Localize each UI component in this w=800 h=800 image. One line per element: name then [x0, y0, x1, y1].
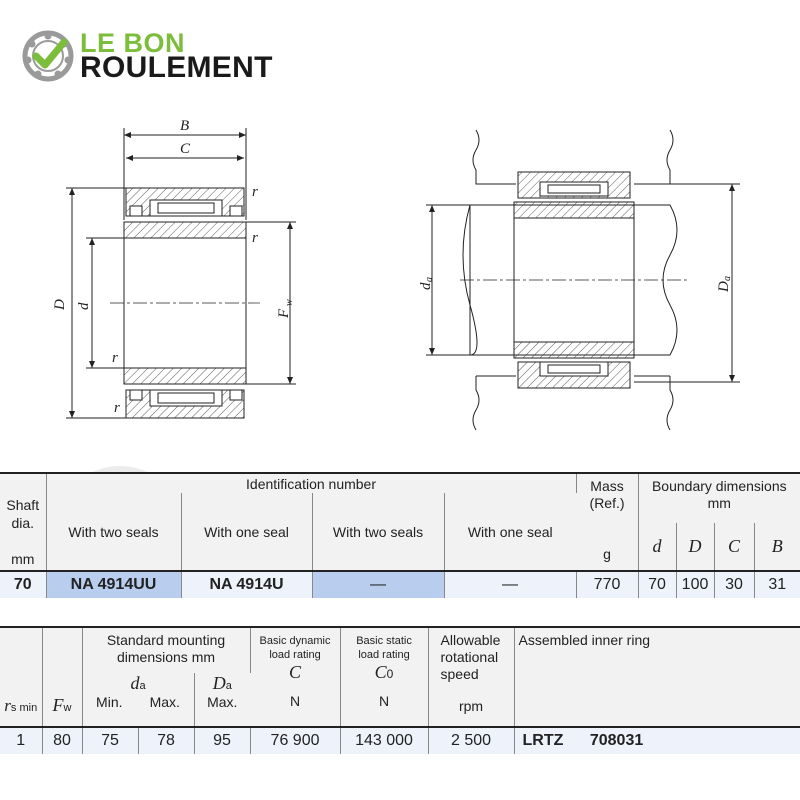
speed-line2: rotational [440, 649, 499, 665]
boundary-line2: mm [707, 495, 731, 511]
da-header [82, 673, 194, 727]
da-sub: a [139, 680, 146, 692]
speed-line3: speed [440, 666, 479, 682]
logo-line1: LE BON [80, 28, 186, 58]
shaft-header [0, 473, 46, 571]
da-symbol: d [130, 673, 140, 693]
inner-ring-type: LRTZ [522, 732, 564, 749]
mass-unit: g [603, 546, 611, 562]
cell-stat: 143 000 [340, 727, 428, 754]
dim-Da-sub: a [722, 276, 733, 281]
table-row [0, 571, 800, 598]
col-B: B [754, 523, 800, 571]
std-line2: dimensions mm [116, 649, 216, 665]
cell-one-seal-b: — [444, 571, 576, 598]
cell-mass: 770 [576, 571, 638, 598]
one-seal-header: With one seal [181, 493, 312, 571]
stat-line1: Basic static [356, 635, 412, 647]
dim-B-label: B [180, 118, 190, 134]
dyn-line2: load rating [269, 649, 321, 661]
dim-C-label: C [180, 141, 191, 157]
cell-speed: 2 500 [428, 727, 514, 754]
da-max-label: Max. [149, 694, 180, 710]
two-seals-header: With two seals [46, 493, 181, 571]
dyn-header [250, 627, 340, 727]
stat-header [340, 627, 428, 727]
cell-fw: 80 [42, 727, 82, 754]
mounting-table [0, 626, 800, 754]
fw-header [42, 627, 82, 727]
dim-da-sub: a [424, 277, 435, 282]
bearing-drawing [0, 100, 800, 440]
logo-line2: ROULEMENT [80, 51, 273, 84]
identification-table [0, 472, 800, 598]
shaft-unit: mm [11, 551, 35, 567]
stat-sub: 0 [386, 667, 394, 681]
shaft-line2: dia. [11, 515, 35, 531]
rs-sub: s min [10, 702, 38, 714]
ident-header: Identification number [46, 473, 576, 493]
rs-header [0, 627, 42, 727]
cell-inner-ring [514, 727, 800, 754]
stat-unit: N [378, 693, 390, 709]
cell-two-seals-b: — [312, 571, 444, 598]
cell-two-seals: NA 4914UU [46, 571, 181, 598]
mass-line2: (Ref.) [589, 495, 625, 511]
radius-label-1: r [252, 184, 258, 200]
brand-logo [22, 28, 302, 88]
speed-line1: Allowable [440, 632, 501, 648]
Da-symbol: D [212, 673, 226, 693]
da-min-label: Min. [96, 694, 123, 710]
radius-label-3: r [112, 350, 118, 366]
Da-max-label: Max. [207, 694, 238, 710]
radius-label-2: r [252, 230, 258, 246]
cell-da-min: 75 [82, 727, 138, 754]
cell-da-max: 78 [138, 727, 194, 754]
col-d: d [638, 523, 676, 571]
speed-header [428, 627, 514, 727]
speed-unit: rpm [458, 698, 484, 714]
cell-dyn: 76 900 [250, 727, 340, 754]
cell-one-seal: NA 4914U [181, 571, 312, 598]
stat-line2: load rating [358, 649, 410, 661]
shaft-line1: Shaft [6, 497, 40, 513]
boundary-line1: Boundary dimensions [651, 478, 787, 494]
dim-Fw-label: F [276, 308, 292, 318]
stat-symbol: C [374, 662, 387, 682]
inner-ring-code: 708031 [589, 732, 644, 749]
fw-sub: w [63, 702, 72, 714]
cell-C: 30 [714, 571, 754, 598]
dyn-line1: Basic dynamic [259, 635, 331, 647]
mass-line1: Mass [590, 478, 624, 494]
dim-Fw-sub: w [284, 299, 295, 306]
col-D: D [676, 523, 714, 571]
cell-d: 70 [638, 571, 676, 598]
dyn-unit: N [289, 693, 301, 709]
dim-D-label: D [52, 299, 68, 310]
col-C: C [714, 523, 754, 571]
inner-ring-header: Assembled inner ring [514, 627, 800, 727]
cell-Da-max: 95 [194, 727, 250, 754]
Da-header [194, 673, 250, 727]
dim-d-label: d [76, 302, 92, 310]
bearing-check-icon [22, 30, 76, 84]
two-seals-b-header: With two seals [312, 493, 444, 571]
cell-rs: 1 [0, 727, 42, 754]
dim-Da-label: D [716, 281, 732, 292]
fw-symbol: F [52, 695, 64, 715]
cell-B: 31 [754, 571, 800, 598]
rs-symbol: r [4, 696, 11, 715]
dyn-symbol: C [289, 662, 302, 682]
one-seal-b-header: With one seal [444, 493, 576, 571]
cell-D: 100 [676, 571, 714, 598]
std-line1: Standard mounting [106, 632, 226, 648]
table-row [0, 727, 800, 754]
radius-label-4: r [114, 400, 120, 416]
cell-shaft: 70 [0, 571, 46, 598]
boundary-header [638, 473, 800, 523]
dim-da-label: d [418, 282, 434, 290]
std-mount-header [82, 627, 250, 673]
mass-header [576, 473, 638, 571]
Da-sub: a [225, 680, 232, 692]
